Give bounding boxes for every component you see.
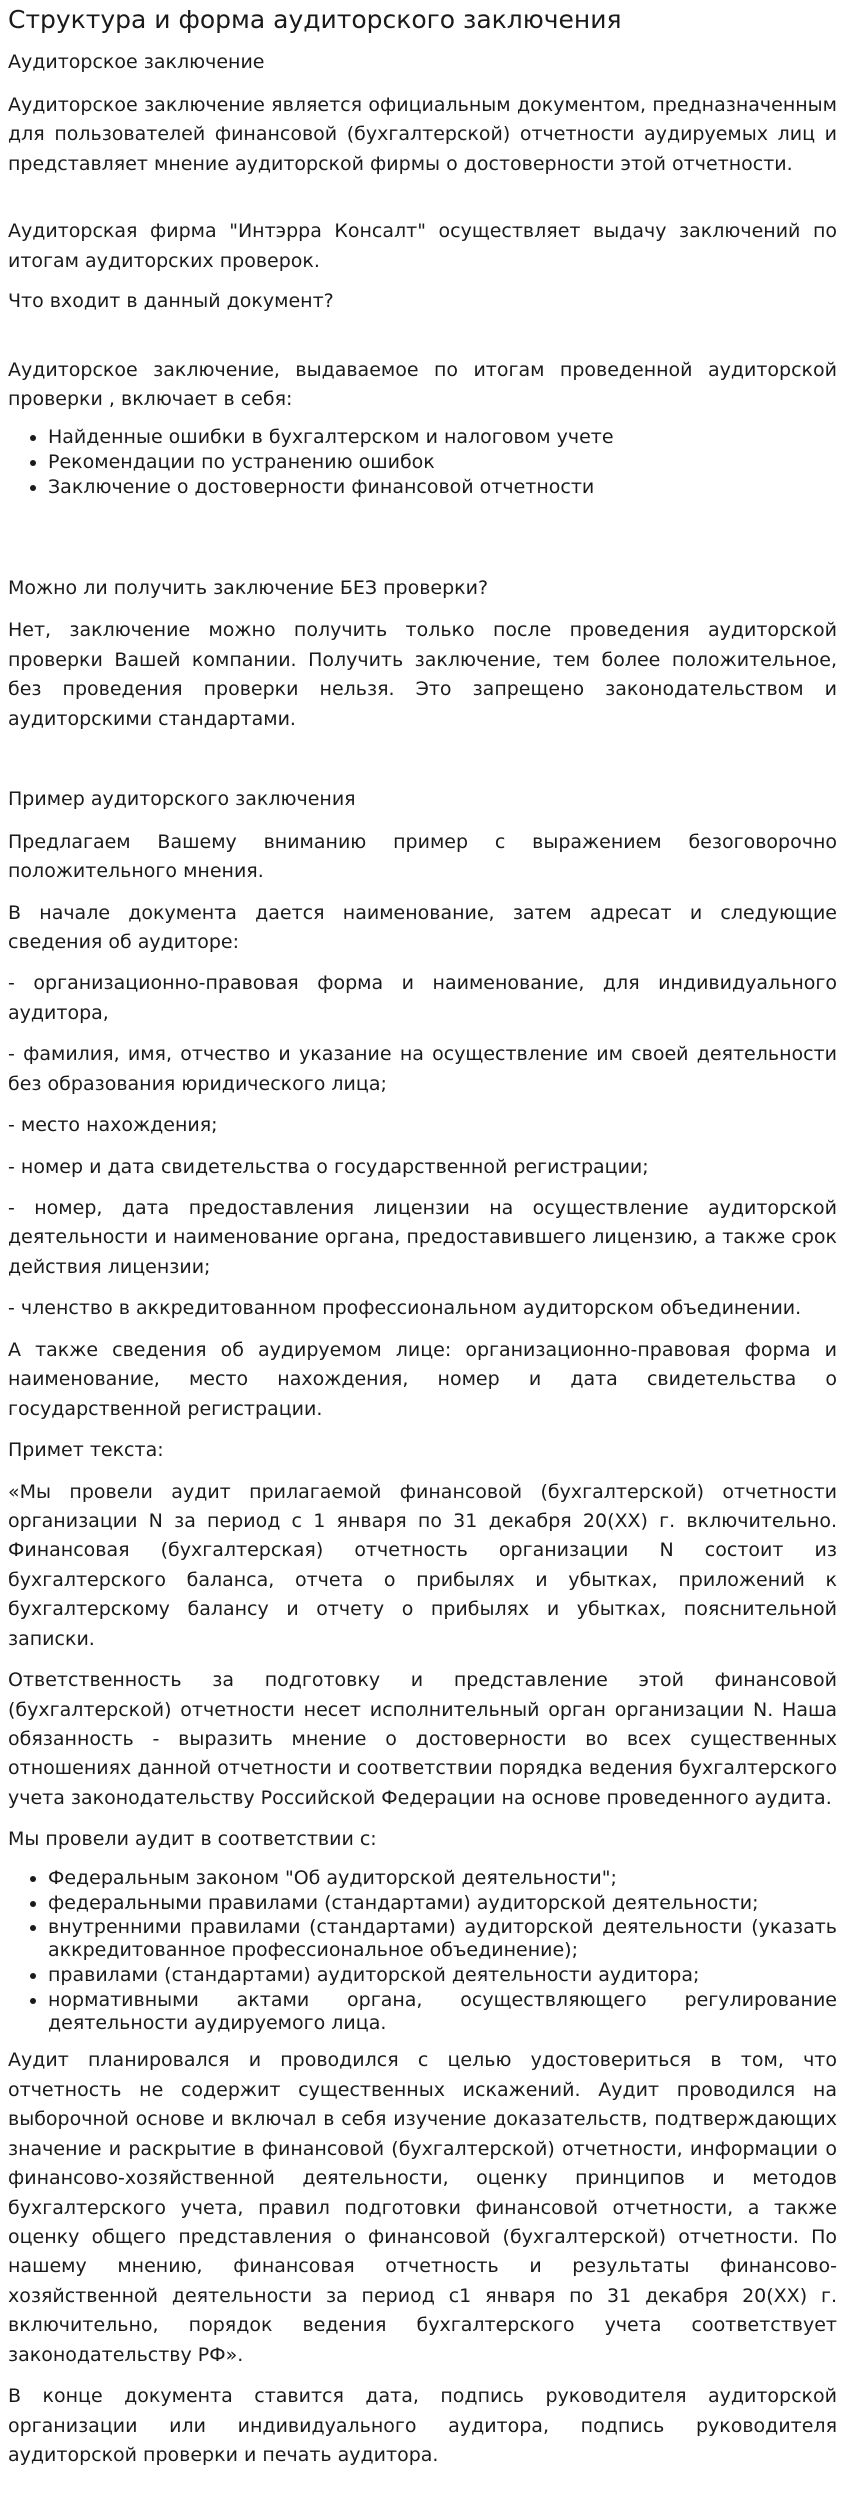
list-item: • внутренними правилами (стандартами) аудиторской деятельности (указать аккредитованное профессиональное объединение); [48, 1916, 837, 1962]
section-heading-document-contents: Что входит в данный документ? [8, 289, 334, 312]
paragraph: - место нахождения; [8, 1114, 218, 1137]
contents-list [8, 426, 837, 498]
paragraph: Нет, заключение можно получить только после проведения аудиторской проверки Вашей компании. Получить заключение, тем более положительное, без проведения проверки нельзя. Это запрещено законодательством и аудиторскими стандартами. [8, 619, 837, 730]
list-item: • Федеральным законом "Об аудиторской деятельности"; [48, 1867, 837, 1890]
list-item: • правилами (стандартами) аудиторской деятельности аудитора; [48, 1964, 837, 1987]
paragraph: Аудиторское заключение является официальным документом, предназначенным для пользователей финансовой (бухгалтерской) отчетности аудируемых лиц и представляет мнение аудиторской фирмы о достоверности этой отчетности. [8, 93, 837, 175]
paragraph: А также сведения об аудируемом лице: организационно-правовая форма и наименование, место нахождения, номер и дата свидетельства о государственной регистрации. [8, 1338, 837, 1420]
section-heading-without-audit: Можно ли получить заключение БЕЗ проверки? [8, 576, 489, 599]
list-item: • Найденные ошибки в бухгалтерском и налоговом учете [48, 426, 837, 449]
list-item: • нормативными актами органа, осуществляющего регулирование деятельности аудируемого лица. [48, 1989, 837, 2035]
paragraph: - членство в аккредитованном профессиональном аудиторском объединении. [8, 1297, 802, 1320]
page-title: Структура и форма аудиторского заключения [8, 5, 622, 34]
paragraph: В начале документа дается наименование, затем адресат и следующие сведения об аудиторе: [8, 901, 837, 953]
paragraph: - фамилия, имя, отчество и указание на осуществление им своей деятельности без образования юридического лица; [8, 1043, 837, 1095]
paragraph: - организационно-правовая форма и наименование, для индивидуального аудитора, [8, 972, 837, 1024]
paragraph: Мы провели аудит в соответствии с: [8, 1828, 377, 1851]
paragraph: Примет текста: [8, 1439, 164, 1462]
paragraph: Аудиторская фирма "Интэрра Консалт" осуществляет выдачу заключений по итогам аудиторских проверок. [8, 220, 837, 272]
section-heading-example: Пример аудиторского заключения [8, 788, 356, 811]
paragraph: - номер и дата свидетельства о государственной регистрации; [8, 1155, 649, 1178]
paragraph: Ответственность за подготовку и представление этой финансовой (бухгалтерской) отчетности несет исполнительный орган организации N. Наша обязанность - выразить мнение о достоверности во всех существенных отношениях данной отчетности и соответствии порядка ведения бухгалтерского учета законодательству Российской Федерации на основе проведенного аудита. [8, 1669, 837, 1809]
list-item: • Заключение о достоверности финансовой отчетности [48, 476, 837, 499]
paragraph: В конце документа ставится дата, подпись руководителя аудиторской организации или индивидуального аудитора, подпись руководителя аудиторской проверки и печать аудитора. [8, 2385, 837, 2467]
paragraph: Аудиторское заключение, выдаваемое по итогам проведенной аудиторской проверки , включает в себя: [8, 358, 837, 410]
list-item: • Рекомендации по устранению ошибок [48, 451, 837, 474]
paragraph: «Мы провели аудит прилагаемой финансовой (бухгалтерской) отчетности организации N за период с 1 января по 31 декабря 20(ХХ) г. включительно. Финансовая (бухгалтерская) отчетность организации N состоит из бухгалтерского баланса, отчета о прибылях и убытках, приложений к бухгалтерскому балансу и отчету о прибылях и убытках, пояснительной записки. [8, 1480, 837, 1650]
paragraph: Предлагаем Вашему вниманию пример с выражением безоговорочно положительного мнения. [8, 830, 837, 883]
list-item: • федеральными правилами (стандартами) аудиторской деятельности; [48, 1892, 837, 1915]
section-heading-audit-report: Аудиторское заключение [8, 51, 265, 74]
paragraph: - номер, дата предоставления лицензии на осуществление аудиторской деятельности и наименование органа, предоставившего лицензию, а также срок действия лицензии; [8, 1197, 837, 1278]
paragraph: Аудит планировался и проводился с целью удостовериться в том, что отчетность не содержит существенных искажений. Аудит проводился на выборочной основе и включал в себя изучение доказательств, подтверждающих значение и раскрытие в финансовой (бухгалтерской) отчетности, информации о финансово-хозяйственной деятельности, оценку принципов и методов бухгалтерского учета, правил подготовки финансовой отчетности, а также оценку общего представления о финансовой (бухгалтерской) отчетности. По нашему мнению, финансовая отчетность и результаты финансово-хозяйственной деятельности за период с1 января по 31 декабря 20(ХХ) г. включительно, порядок ведения бухгалтерского учета соответствует законодательству РФ». [8, 2049, 837, 2366]
standards-list [8, 1867, 837, 2035]
